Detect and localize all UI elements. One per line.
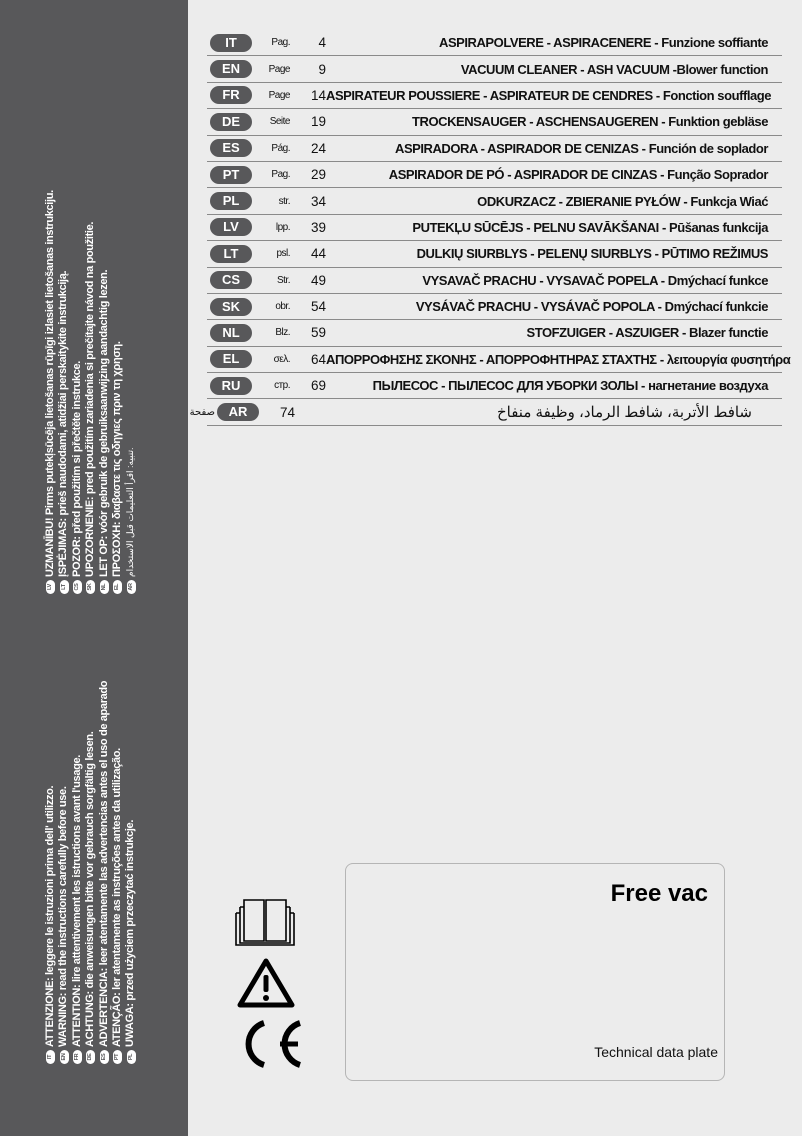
section-title: ASPIRADOR DE PÓ - ASPIRADOR DE CINZAS - Função Soprador <box>388 167 768 183</box>
language-code-badge: EL <box>210 350 252 368</box>
page-number: 9 <box>318 61 326 77</box>
warnings-sidebar <box>0 0 188 1136</box>
page-label: Pág. <box>271 142 290 154</box>
page-label: psl. <box>276 248 290 260</box>
language-code-badge: IT <box>210 34 252 52</box>
page-label: Seite <box>269 116 290 128</box>
section-title: STOFZUIGER - ASZUIGER - Blazer functie <box>526 325 768 341</box>
product-name: Free vac <box>610 880 708 907</box>
warning-text: UZMANĪBU! Pirms putekļsūcēja lietošanas rūpīgi izlasiet lietošanas instrukciju. <box>44 190 56 577</box>
language-badge: CS <box>73 580 82 594</box>
warning-text: LET OP: vóór gebruik de gebruiksaanwijzing aandachtig lezen. <box>97 269 110 577</box>
page-label: σελ. <box>273 353 290 365</box>
page-label: Str. <box>276 274 290 286</box>
language-code-badge: EN <box>210 60 252 78</box>
language-badge: AR <box>127 580 136 594</box>
warning-text: ATTENTION: lire attentivement les istructions avant l'usage. <box>70 755 83 1047</box>
page-number: 4 <box>318 35 326 51</box>
section-title: ПЫЛЕСОС - ПЫЛЕСОС ДЛЯ УБОРКИ ЗОЛЫ - нагнетание воздуха <box>372 378 768 394</box>
symbols <box>238 895 318 1069</box>
section-title: ASPIRAPOLVERE - ASPIRACENERE - Funzione soffiante <box>439 35 768 51</box>
language-code-badge: LV <box>210 218 252 236</box>
language-code-badge: SK <box>210 298 252 316</box>
language-badge: LV <box>46 580 55 594</box>
toc-row-it[interactable] <box>207 30 782 56</box>
toc-row-fr[interactable] <box>207 83 782 109</box>
warning-text: ADVERTENCIA: leer atentamente las advertencias antes el uso de aparado <box>97 680 110 1047</box>
page-label: стр. <box>274 380 290 392</box>
page-label: صفحة <box>189 406 215 418</box>
language-badge: PT <box>113 1050 122 1064</box>
language-code-badge: PT <box>210 166 252 184</box>
warnings-group-1 <box>44 594 138 1064</box>
section-title: VACUUM CLEANER - ASH VACUUM -Blower function <box>460 61 768 77</box>
language-badge: IT <box>46 1050 55 1064</box>
language-code-badge: LT <box>210 245 252 263</box>
language-code-badge: NL <box>210 324 252 342</box>
toc-row-es[interactable] <box>207 136 782 162</box>
section-title: DULKIŲ SIURBLYS - PELENŲ SIURBLYS - PŪTIMO REŽIMUS <box>416 246 768 262</box>
page-number: 14 <box>310 87 326 103</box>
toc-row-en[interactable] <box>207 56 782 82</box>
warning-line <box>84 594 97 1064</box>
page-number: 69 <box>310 378 326 394</box>
warning-line <box>44 594 57 1064</box>
warning-line <box>124 594 137 1064</box>
warning-line <box>111 114 124 594</box>
warnings-group-2 <box>44 114 138 594</box>
toc-row-lt[interactable] <box>207 241 782 267</box>
page-number: 64 <box>310 351 326 367</box>
toc-row-pt[interactable] <box>207 162 782 188</box>
page-label: Page <box>268 89 290 101</box>
language-badge: ES <box>100 1050 109 1064</box>
warning-text: ATTENZIONE: leggere le istruzioni prima dell' utilizzo. <box>44 785 56 1047</box>
page-label: Blz. <box>275 327 290 339</box>
page-label: Page <box>268 63 290 75</box>
warning-text: ATENÇÃO: ler atentamente as instruções antes da utilização. <box>110 748 123 1047</box>
language-badge: LT <box>60 580 69 594</box>
page-number: 39 <box>310 219 326 235</box>
language-code-badge: AR <box>217 403 259 421</box>
section-title: شافط الأتربة، شافط الرماد، وظيفة منفاخ <box>496 404 752 422</box>
page-number: 44 <box>310 246 326 262</box>
warning-text: UWAGA: przed użyciem przeczytać instrukcje. <box>124 819 137 1047</box>
language-code-badge: DE <box>210 113 252 131</box>
section-title: ASPIRATEUR POUSSIERE - ASPIRATEUR DE CENDRES - Fonction soufflage <box>326 87 772 103</box>
page-label: lpp. <box>275 221 290 233</box>
section-title: PUTEKĻU SŪCĒJS - PELNU SAVĀKŠANAI - Pūšanas funkcija <box>412 219 768 235</box>
warning-icon <box>236 957 296 1009</box>
toc-row-ru[interactable] <box>207 373 782 399</box>
warning-text: ACHTUNG: die anweisungen bitte vor gebrauch sorgfältig lesen. <box>84 731 97 1047</box>
page-label: Pag. <box>271 37 290 49</box>
warning-line <box>57 594 70 1064</box>
toc-row-de[interactable] <box>207 109 782 135</box>
plate-label: Technical data plate <box>594 1044 718 1060</box>
section-title: TROCKENSAUGER - ASCHENSAUGEREN - Funktion gebläse <box>412 114 768 130</box>
language-code-badge: CS <box>210 271 252 289</box>
warning-text: POZOR: před použitím si přečtěte instrukce. <box>70 361 83 577</box>
page-number: 49 <box>310 272 326 288</box>
language-index-table <box>189 30 791 426</box>
section-title: ODKURZACZ - ZBIERANIE PYŁÓW - Funkcja Wiać <box>477 193 768 209</box>
language-badge: EN <box>60 1050 69 1064</box>
page-label: Pag. <box>271 169 290 181</box>
language-code-badge: PL <box>210 192 252 210</box>
page-label: str. <box>278 195 290 207</box>
language-badge: EL <box>113 580 122 594</box>
technical-data-plate <box>345 863 725 1081</box>
language-badge: NL <box>100 580 109 594</box>
toc-row-lv[interactable] <box>207 215 782 241</box>
warning-line <box>57 114 70 594</box>
language-badge: PL <box>127 1050 136 1064</box>
language-code-badge: FR <box>210 86 252 104</box>
warning-text: تنبيه: اقرأ التعليمات قبل الاستخدام. <box>125 447 136 577</box>
read-manual-icon <box>234 895 296 947</box>
toc-row-ar[interactable] <box>189 399 782 425</box>
section-title: VYSÁVAČ PRACHU - VYSÁVAČ POPOLA - Dmýchací funkcie <box>415 299 768 315</box>
warning-text: UPOZORNENIE: pred použitím zariadenia si prečítajte návod na použitie. <box>84 221 97 577</box>
toc-row-cs[interactable] <box>207 268 782 294</box>
warning-line <box>84 114 97 594</box>
language-badge: SK <box>86 580 95 594</box>
language-code-badge: RU <box>210 377 252 395</box>
page-number: 74 <box>279 404 295 420</box>
warning-line <box>98 114 111 594</box>
section-title: ASPIRADORA - ASPIRADOR DE CENIZAS - Función de soplador <box>395 140 768 156</box>
toc-row-nl[interactable] <box>207 320 782 346</box>
page-number: 29 <box>310 167 326 183</box>
warning-line <box>71 114 84 594</box>
toc-row-pl[interactable] <box>207 188 782 214</box>
toc-row-el[interactable] <box>207 347 791 373</box>
language-badge: DE <box>86 1050 95 1064</box>
toc-row-sk[interactable] <box>207 294 782 320</box>
page-number: 24 <box>310 140 326 156</box>
page-number: 59 <box>310 325 326 341</box>
warning-line <box>98 594 111 1064</box>
section-title: VYSAVAČ PRACHU - VYSAVAČ POPELA - Dmýchací funkce <box>422 272 768 288</box>
warning-line <box>111 594 124 1064</box>
warning-text: ΠΡΟΣΟΧΗ: διαβαστε τις οδηγιες πριν τη χρηση. <box>110 341 123 577</box>
language-badge: FR <box>73 1050 82 1064</box>
page-label: obr. <box>275 301 290 313</box>
warning-text: ĮSPĖJIMAS: prieš naudodami, atidžiai perskaitykite instrukciją. <box>57 270 70 577</box>
page-number: 34 <box>310 193 326 209</box>
ce-mark-icon <box>234 1017 306 1069</box>
page-number: 19 <box>310 114 326 130</box>
warning-text: WARNING: read the instructions carefully before use. <box>57 786 70 1047</box>
warning-line <box>124 114 137 594</box>
warning-line <box>71 594 84 1064</box>
section-title: ΑΠΟΡΡΟΦΗΣΗΣ ΣΚΟΝΗΣ - ΑΠΟΡΡΟΦΗΤΗΡΑΣ ΣΤΑΧΤΗΣ - λειτουργία φυσητήρα <box>326 351 791 367</box>
warning-line <box>44 114 57 594</box>
page-number: 54 <box>310 299 326 315</box>
language-code-badge: ES <box>210 139 252 157</box>
